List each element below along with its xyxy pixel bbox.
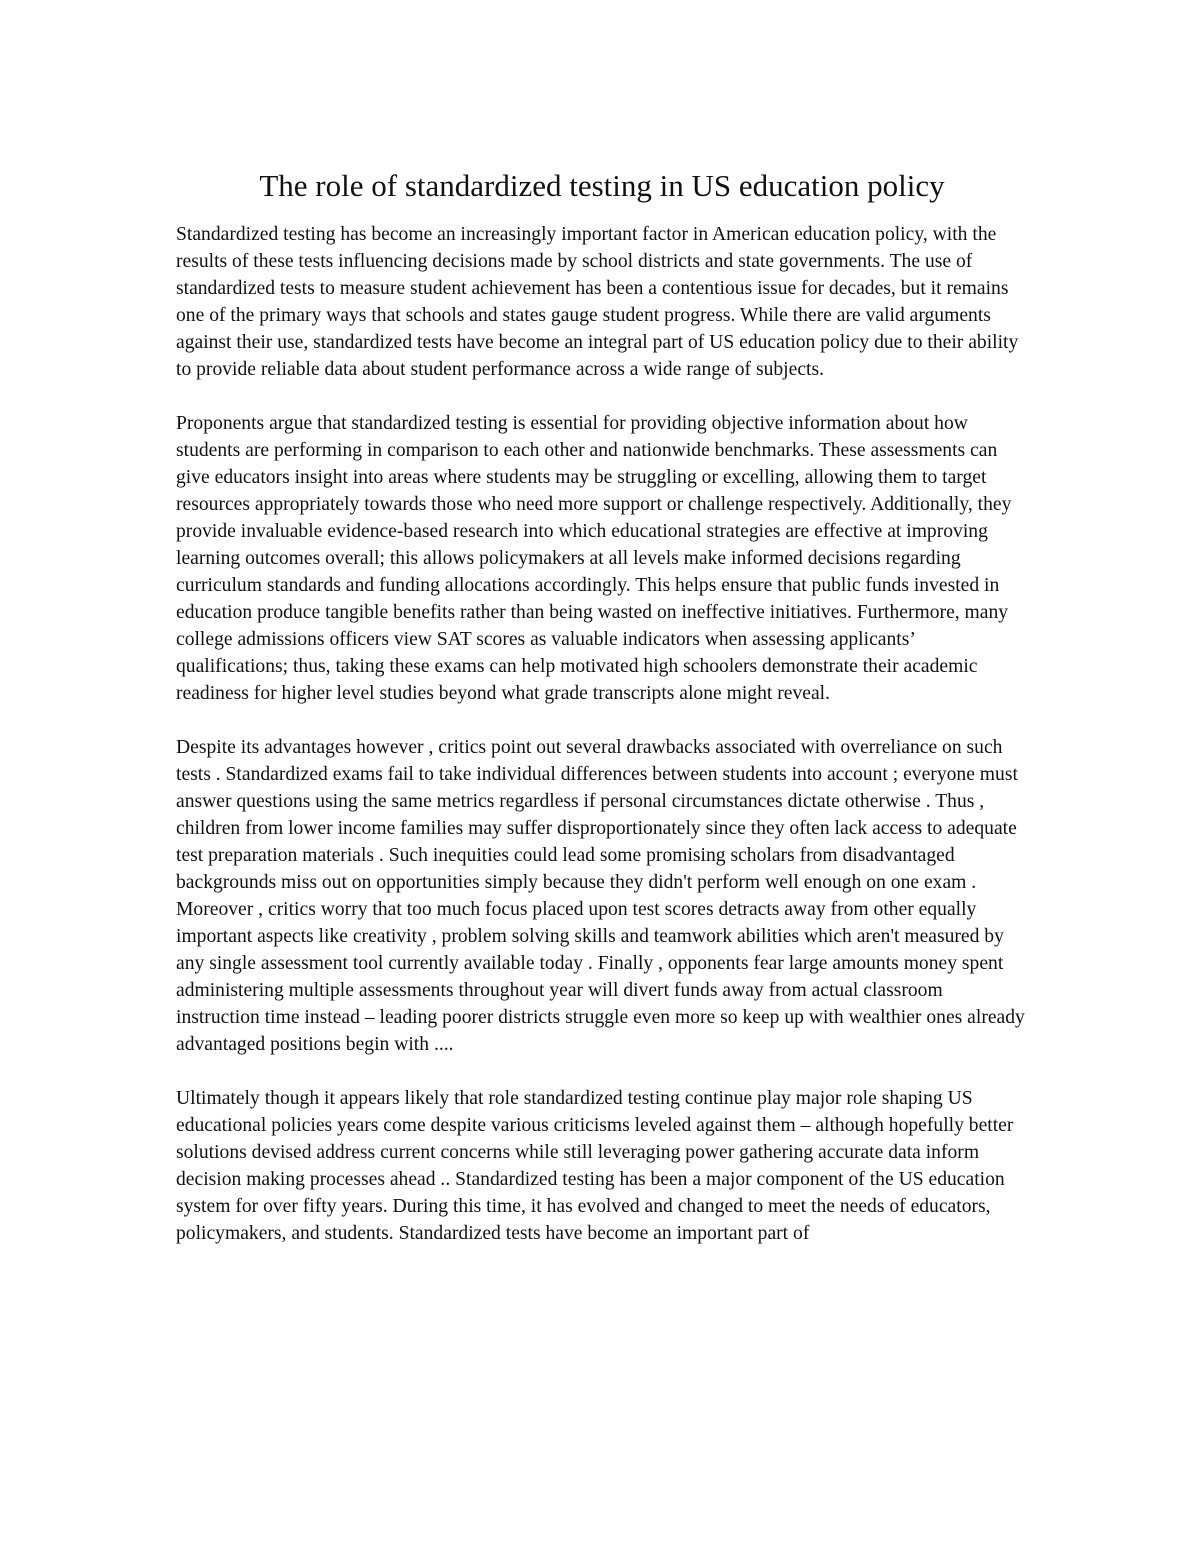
- paragraph-critics: Despite its advantages however , critics point out several drawbacks associated with overreliance on such tests . Standardized exams fail to take individual differences between students into account ; everyone must answer questions using the same metrics regardless if personal circumstances dictate otherwise . Thus , children from lower income families may suffer disproportionately since they often lack access to adequate test preparation materials . Such inequities could lead some promising scholars from disadvantaged backgrounds miss out on opportunities simply because they didn't perform well enough on one exam . Moreover , critics worry that too much focus placed upon test scores detracts away from other equally important aspects like creativity , problem solving skills and teamwork abilities which aren't measured by any single assessment tool currently available today . Finally , opponents fear large amounts money spent administering multiple assessments throughout year will divert funds away from actual classroom instruction time instead – leading poorer districts struggle even more so keep up with wealthier ones already advantaged positions begin with ....: [176, 737, 1025, 1055]
- document-title: The role of standardized testing in US education policy: [259, 168, 945, 203]
- paragraph-introduction: Standardized testing has become an increasingly important factor in American education policy, with the results of these tests influencing decisions made by school districts and state governments. The use of standardized tests to measure student achievement has been a contentious issue for decades, but it remains one of the primary ways that schools and states gauge student progress. While there are valid arguments against their use, standardized tests have become an integral part of US education policy due to their ability to provide reliable data about student performance across a wide range of subjects.: [176, 224, 1019, 380]
- paragraph-conclusion: Ultimately though it appears likely that role standardized testing continue play major role shaping US educational policies years come despite various criticisms leveled against them – although hopefully better solutions devised address current concerns while still leveraging power gathering accurate data inform decision making processes ahead .. Standardized testing has been a major component of the US education system for over fifty years. During this time, it has evolved and changed to meet the needs of educators, policymakers, and students. Standardized tests have become an important part of: [176, 1088, 1014, 1244]
- document-body: [176, 166, 1028, 1247]
- paragraph-proponents: Proponents argue that standardized testing is essential for providing objective information about how students are performing in comparison to each other and nationwide benchmarks. These assessments can give educators insight into areas where students may be struggling or excelling, allowing them to target resources appropriately towards those who need more support or challenge respectively. Additionally, they provide invaluable evidence-based research into which educational strategies are effective at improving learning outcomes overall; this allows policymakers at all levels make informed decisions regarding curriculum standards and funding allocations accordingly. This helps ensure that public funds invested in education produce tangible benefits rather than being wasted on ineffective initiatives. Furthermore, many college admissions officers view SAT scores as valuable indicators when assessing applicants’ qualifications; thus, taking these exams can help motivated high schoolers demonstrate their academic readiness for higher level studies beyond what grade transcripts alone might reveal.: [176, 413, 1012, 704]
